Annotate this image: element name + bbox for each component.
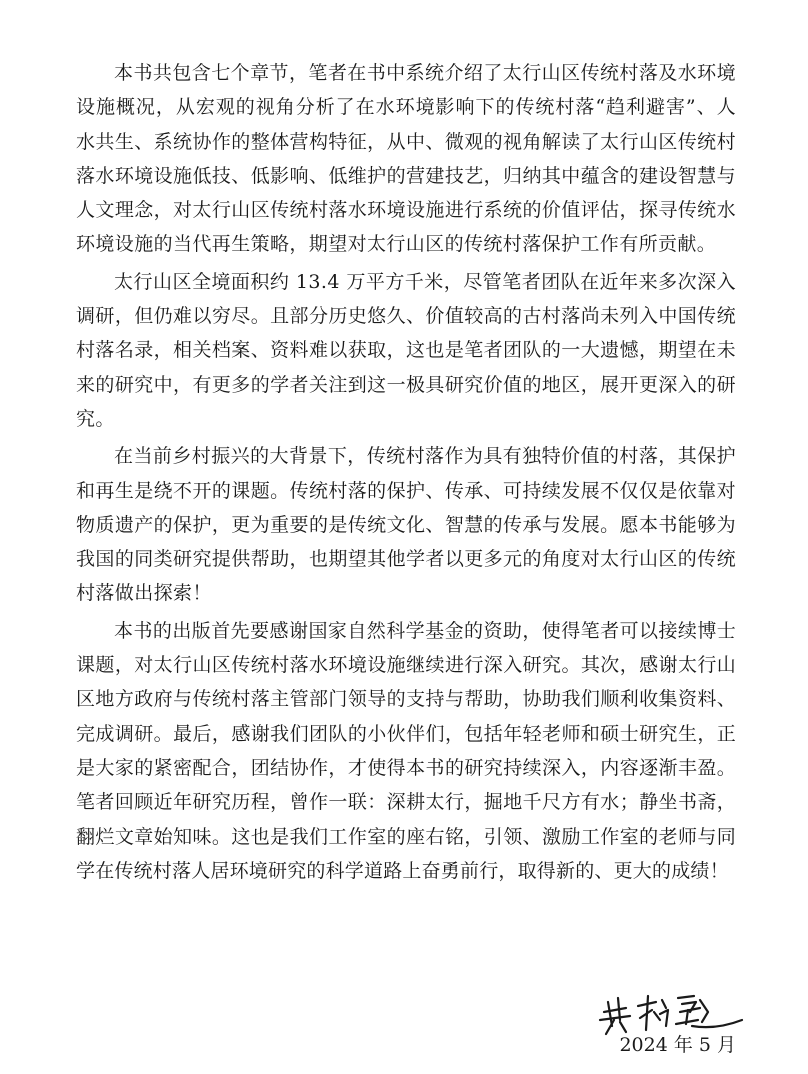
- body-text: [76, 56, 736, 888]
- paragraph-3: 在当前乡村振兴的大背景下，传统村落作为具有独特价值的村落，其保护和再生是绕不开的课题。传统村落的保护、传承、可持续发展不仅仅是依靠对物质遗产的保护，更为重要的是传统文化、智慧的传承与发展。愿本书能够为我国的同类研究提供帮助，也期望其他学者以更多元的角度对太行山区的传统村落做出探索！: [76, 445, 736, 605]
- paragraph-2: 太行山区全境面积约 13.4 万平方千米，尽管笔者团队在近年来多次深入调研，但仍难以穷尽。且部分历史悠久、价值较高的古村落尚未列入中国传统村落名录，相关档案、资料难以获取，这也是笔者团队的一大遗憾，期望在未来的研究中，有更多的学者关注到这一极具研究价值的地区，展开更深入的研究。: [76, 270, 736, 430]
- date-line: 2024 年 5 月: [619, 1034, 736, 1056]
- paragraph-1: 本书共包含七个章节，笔者在书中系统介绍了太行山区传统村落及水环境设施概况，从宏观的视角分析了在水环境影响下的传统村落“趋利避害”、人水共生、系统协作的整体营构特征，从中、微观的视角解读了太行山区传统村落水环境设施低技、低影响、低维护的营建技艺，归纳其中蕴含的建设智慧与人文理念，对太行山区传统村落水环境设施进行系统的价值评估，探寻传统水环境设施的当代再生策略，期望对太行山区的传统村落保护工作有所贡献。: [76, 62, 736, 256]
- paragraph-4: 本书的出版首先要感谢国家自然科学基金的资助，使得笔者可以接续博士课题，对太行山区传统村落水环境设施继续进行深入研究。其次，感谢太行山区地方政府与传统村落主管部门领导的支持与帮助，协助我们顺利收集资料、完成调研。最后，感谢我们团队的小伙伴们，包括年轻老师和硕士研究生，正是大家的紧密配合，团结协作，才使得本书的研究持续深入，内容逐渐丰盈。笔者回顾近年研究历程，曾作一联：深耕太行，掘地千尺方有水；静坐书斋，翻烂文章始知味。这也是我们工作室的座右铭，引领、激励工作室的老师与同学在传统村落人居环境研究的科学道路上奋勇前行，取得新的、更大的成绩！: [76, 619, 736, 882]
